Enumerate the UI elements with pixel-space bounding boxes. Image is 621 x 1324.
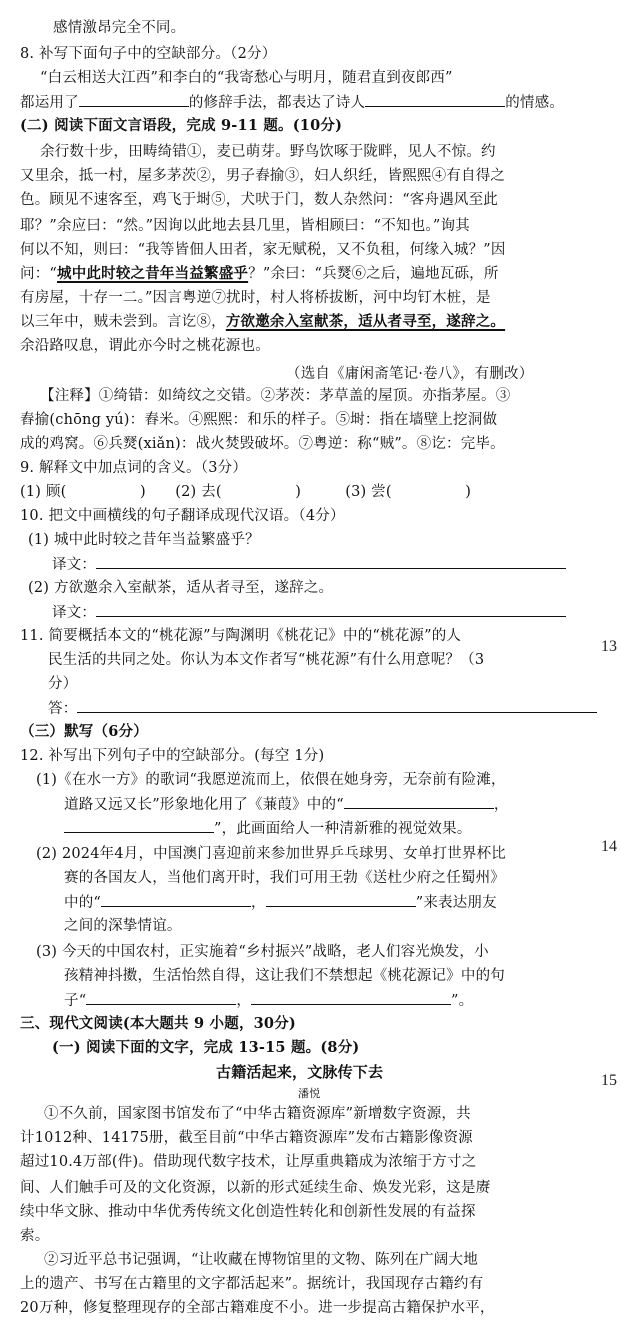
text-line: 中的“ ， ”来表达朋友 <box>64 892 497 913</box>
answer-blank[interactable] <box>344 794 494 809</box>
text-line: (1) 顾( ) (2) 去( ) (3) 尝( ) <box>20 484 472 500</box>
answer-blank[interactable] <box>64 818 214 833</box>
answer-blank[interactable] <box>251 990 451 1005</box>
text-line: 感情激昂完全不同。 <box>53 20 186 36</box>
text-line: (2) 方欲邀余入室献茶，适从者寻至，遂辞之。 <box>28 580 334 596</box>
margin-number-15: 15 <box>601 1072 617 1089</box>
text-line: (3) 今天的中国农村，正实施着“乡村振兴”战略，老人们容光焕发，小 <box>36 944 489 960</box>
text-line: 译文： <box>52 602 566 623</box>
text-line: 以三年中，贼未尝到。言讫⑧，方欲邀余入室献茶，适从者寻至，遂辞之。 <box>20 313 506 330</box>
text-line: 成的鸡窝。⑥兵燹(xiǎn)：战火焚毁破坏。⑦粤逆：称“贼”。⑧讫：完毕。 <box>20 436 505 452</box>
text-line: 问：“城中此时较之昔年当益繁盛乎？”余曰：“兵燹⑥之后，遍地瓦砾，所 <box>20 265 499 282</box>
answer-blank[interactable] <box>79 92 189 107</box>
answer-blank[interactable] <box>96 554 566 569</box>
text-line: 9. 解释文中加点词的含义。（3分） <box>20 460 248 476</box>
text-line: 孩精神抖擞，生活怡然自得，这让我们不禁想起《桃花源记》中的句 <box>64 968 505 984</box>
text-line: 之间的深挚情谊。 <box>64 918 182 934</box>
text-line: 答： <box>48 698 597 719</box>
text-line: 计1012种、14175册，截至目前“中华古籍资源库”发布古籍影像资源 <box>20 1130 473 1146</box>
margin-number-13: 13 <box>601 638 617 655</box>
text-line: (一) 阅读下面的文字，完成 13-15 题。(8分) <box>52 1039 360 1056</box>
text-line: (1)《在水一方》的歌词“我愿逆流而上，依偎在她身旁，无奈前有险滩， <box>36 772 506 788</box>
text-line: (1) 城中此时较之昔年当益繁盛乎？ <box>28 532 260 548</box>
text-line: 赛的各国友人，当他们离开时，我们可用王勃《送杜少府之任蜀州》 <box>64 870 505 886</box>
margin-number-14: 14 <box>601 838 617 855</box>
text-line: 索。 <box>20 1228 50 1244</box>
text-line: 又里余，抵一村，屋多茅茨②，男子舂揄③，妇人织纴，皆熙熙④有自得之 <box>20 168 506 184</box>
text-line: 续中华文脉、推动中华优秀传统文化创造性转化和创新性发展的有益探 <box>20 1204 476 1220</box>
answer-blank[interactable] <box>86 990 236 1005</box>
text-line: 10. 把文中画横线的句子翻译成现代汉语。（4分） <box>20 508 345 524</box>
text-line: 潘悦 <box>298 1087 321 1100</box>
underlined-sentence: 方欲邀余入室献茶，适从者寻至，遂辞之。 <box>225 313 506 330</box>
text-line: 译文： <box>52 554 566 575</box>
text-line: 20万种，修复整理现存的全部古籍难度不小。进一步提高古籍保护水平， <box>20 1300 495 1316</box>
text-line: 色。顾见不速客至，鸡飞于埘⑤，犬吠于门，数人杂然问：“客舟遇风至此 <box>20 192 499 208</box>
text-line: 子“ ， ”。 <box>64 990 473 1011</box>
text-line: （选自《庸闲斋笔记·卷八》，有删改） <box>286 366 534 382</box>
text-line: 道路又远又长”形象地化用了《蒹葭》中的“ ， <box>64 794 509 815</box>
text-line: 余沿路叹息，谓此亦今时之桃花源也。 <box>20 338 270 354</box>
text-line: 民生活的共同之处。你认为本文作者写“桃花源”有什么用意呢？（3 <box>48 652 485 668</box>
answer-blank[interactable] <box>77 698 597 713</box>
text-line: 都运用了 的修辞手法，都表达了诗人 的情感。 <box>20 92 564 113</box>
text-line: (二) 阅读下面文言语段，完成 9-11 题。(10分) <box>20 117 343 134</box>
answer-blank[interactable] <box>365 92 505 107</box>
text-line: 耶？”余应曰：“然。”因询以此地去县几里，皆相顾曰：“不知也。”询其 <box>20 218 470 234</box>
text-line: 余行数十步，田畴绮错①，麦已萌芽。野鸟饮啄于陇畔，见人不惊。约 <box>40 144 496 160</box>
text-line: 间、人们触手可及的文化资源，以新的形式延续生命、焕发光彩，这是赓 <box>20 1180 491 1196</box>
text-line: 【注释】①绮错：如绮纹之交错。②茅茨：茅草盖的屋顶。亦指茅屋。③ <box>40 388 511 404</box>
text-line: “白云相送大江西”和李白的“我寄愁心与明月，随君直到夜郎西” <box>40 70 453 86</box>
text-line: 12. 补写出下列句子中的空缺部分。(每空 1分) <box>20 748 325 764</box>
text-line: 8. 补写下面句子中的空缺部分。（2分） <box>20 46 277 62</box>
text-line: 11. 简要概括本文的“桃花源”与陶渊明《桃花记》中的“桃花源”的人 <box>20 628 462 644</box>
text-line: 分） <box>48 676 78 692</box>
text-line: (2) 2024年4月，中国澳门喜迎前来参加世界乒乓球男、女单打世界杯比 <box>36 846 506 862</box>
text-line: 古籍活起来，文脉传下去 <box>216 1063 384 1081</box>
answer-blank[interactable] <box>266 892 416 907</box>
text-line: 超过10.4万部(件)。借助现代数字技术，让厚重典籍成为浓缩于方寸之 <box>20 1154 477 1170</box>
text-line: （三）默写（6分） <box>20 723 148 740</box>
text-line: 三、现代文阅读(本大题共 9 小题，30分) <box>20 1015 296 1032</box>
text-line: 有房屋，十存一二。”因言粤逆⑦扰时，村人将桥拔断，河中均钉木桩，是 <box>20 290 491 306</box>
answer-blank[interactable] <box>101 892 251 907</box>
text-line: ”，此画面给人一种清新雅的视觉效果。 <box>64 818 472 839</box>
text-line: 舂揄(chōng yú)：舂米。④熙熙：和乐的样子。⑤埘：指在墙壁上挖洞做 <box>20 412 498 428</box>
text-line: 上的遗产、书写在古籍里的文字都活起来”。据统计，我国现存古籍约有 <box>20 1276 484 1292</box>
text-line: 何以不知，则曰：“我等皆佃人田者，家无赋税，又不负租，何缘入城？”因 <box>20 242 506 258</box>
underlined-sentence: 城中此时较之昔年当益繁盛乎 <box>57 265 249 282</box>
answer-blank[interactable] <box>96 602 566 617</box>
text-line: ①不久前，国家图书馆发布了“中华古籍资源库”新增数字资源，共 <box>44 1106 471 1122</box>
text-line: ②习近平总书记强调，“让收藏在博物馆里的文物、陈列在广阔大地 <box>44 1252 478 1268</box>
